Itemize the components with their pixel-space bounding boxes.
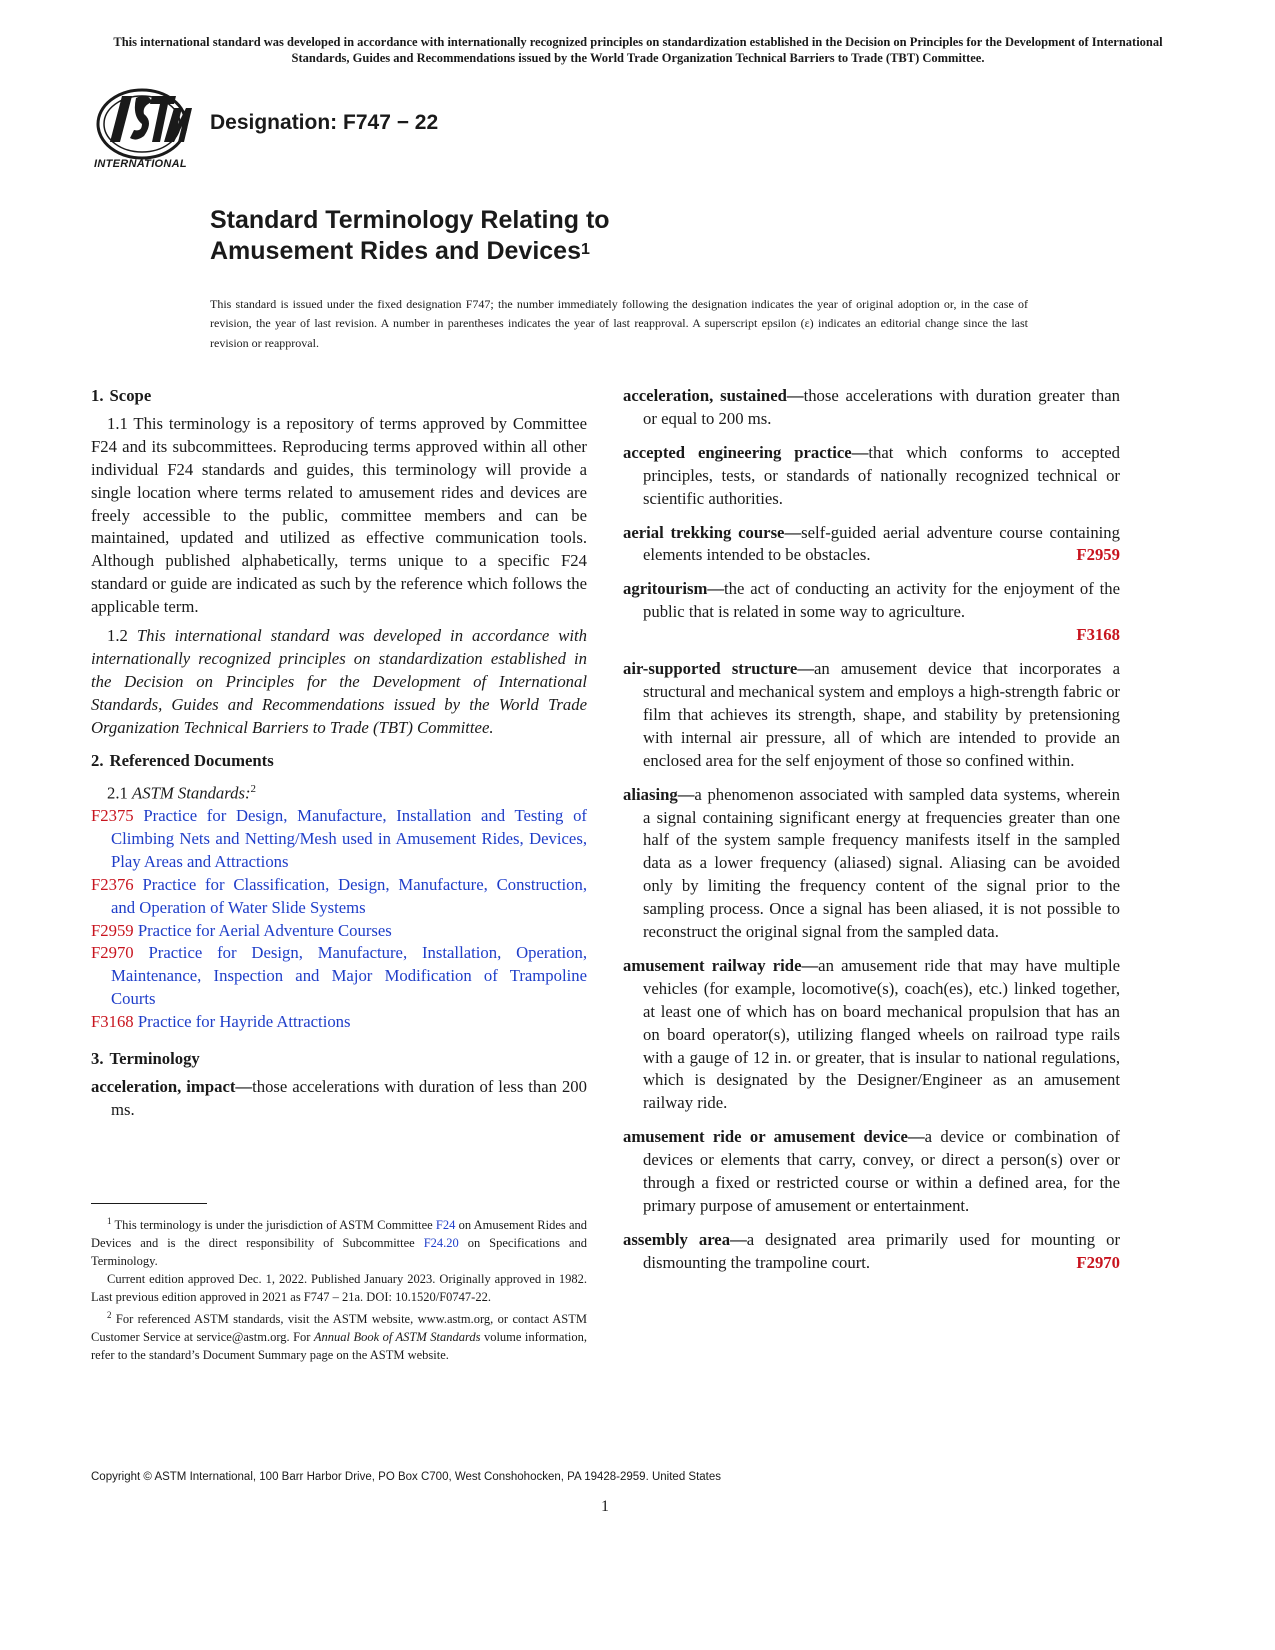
term-name: acceleration, sustained <box>623 386 787 405</box>
term-entry <box>623 1229 1120 1275</box>
referenced-item[interactable] <box>91 1011 587 1034</box>
page-number: 1 <box>601 1498 609 1515</box>
term-reference[interactable]: F3168 <box>1076 625 1120 645</box>
referenced-id[interactable]: F2959 <box>91 920 134 940</box>
term-reference[interactable]: F2970 <box>1076 1252 1120 1272</box>
term-entry <box>623 522 1120 568</box>
term-name: aliasing <box>623 784 678 804</box>
referenced-item[interactable] <box>91 874 587 920</box>
right-column <box>623 385 1120 1286</box>
referenced-title[interactable]: Practice for Design, Manufacture, Installation, Operation, Maintenance, Inspection and Major Modification of Trampoline Courts <box>111 943 587 1009</box>
term-definition: a designated area primarily used for mounting or dismounting the trampoline court. <box>643 1229 1120 1272</box>
footnote-2: $^2$ For referenced ASTM standards, visit the ASTM website, www.astm.org, or contact ASTM Customer Service at service@astm.org. For Annual Book of ASTM Standards volume information, refer to the standard’s Document Summary page on the ASTM website. <box>91 1309 588 1362</box>
section-heading-scope: 1. Scope <box>91 386 152 405</box>
referenced-item[interactable] <box>91 920 587 943</box>
referenced-id[interactable]: F2375 <box>91 805 134 825</box>
term-dash: — <box>797 659 814 679</box>
term-dash: — <box>784 522 802 542</box>
footnote-divider <box>91 1203 207 1204</box>
document-title <box>210 205 610 267</box>
term-dash: — <box>677 784 695 804</box>
referenced-item[interactable] <box>91 805 587 874</box>
logo-wordmark: INTERNATIONAL <box>94 158 187 170</box>
term-dash: — <box>801 955 819 975</box>
terms-left <box>91 1076 587 1122</box>
title-footnote-mark: 1 <box>580 241 590 258</box>
footnotes <box>91 1213 587 1365</box>
term-dash: — <box>730 1229 747 1249</box>
astm-standards-lead: 2.1 ASTM Standards:$^2$ <box>107 782 257 803</box>
terms-right <box>623 385 1120 1275</box>
scope-paragraph-2: 1.2 This international standard was developed in accordance with internationally recognized principles on standardization established in the Decision on Principles for the Development of International Standards, Guides and Recommendations issued by the World Trade Organization Technical Barriers to Trade (TBT) Committee. <box>91 626 587 737</box>
term-entry <box>623 442 1120 511</box>
referenced-title[interactable]: Practice for Design, Manufacture, Installation and Testing of Climbing Nets and Netting/Mesh used in Amusement Rides, Devices, Play Areas and Attractions <box>111 805 587 871</box>
referenced-item[interactable] <box>91 942 587 1011</box>
term-definition: a phenomenon associated with sampled data systems, wherein a signal containing significant energy at frequencies greater than one half of the system sample frequency manifests itself in the sampled data as a lower frequency (aliased) signal. Aliasing can be avoided only by limiting the frequency content of the signal prior to the sampling process. Once a signal has been aliased, it is not possible to reconstruct the original signal from the sampled data. <box>643 784 1120 942</box>
footnote-edition: Current edition approved Dec. 1, 2022. Published January 2023. Originally approved in 1982. Last previous edition approved in 2021 as F747 – 21a. DOI: 10.1520/F0747-22. <box>91 1271 587 1304</box>
term-entry <box>623 578 1120 647</box>
term-reference[interactable]: F2959 <box>1076 545 1120 565</box>
term-name: agritourism <box>623 579 708 599</box>
top-notice: This international standard was developed in accordance with internationally recognized principles on standardization established in the Decision on Principles for the Development of International Standards, Guides and Recommendations issued by the World Trade Organization Technical Barriers to Trade (TBT) Committee. <box>113 35 1163 65</box>
scope-paragraph-1: 1.1 This terminology is a repository of terms approved by Committee F24 and its subcommittees. Reproducing terms approved within all other individual F24 standards and guides, this terminology will provide a single location where terms related to amusement rides and devices are freely accessible to the public, committee members and can be maintained, updated and utilized as effective communication tools. Although published alphabetically, terms unique to a specific F24 standard or guide are indicated as such by the reference which follows the applicable term. <box>91 413 587 617</box>
term-definition: the act of conducting an activity for the enjoyment of the public that is related in some way to agriculture. <box>643 579 1120 622</box>
term-definition: an amusement ride that may have multiple vehicles (for example, locomotive(s), coach(es), etc.) linked together, at least one of which has on board mechanical propulsion that has an on board operator(s), utilizing flanged wheels on railroad type rails with a gauge of 12 in. or greater, that is insular to national regulations, which is designated by the Designer/Engineer as an amusement railway ride. <box>643 955 1120 1113</box>
term-entry <box>623 1126 1120 1218</box>
term-dash: — <box>851 442 869 462</box>
term-dash: — <box>707 579 725 599</box>
referenced-id[interactable]: F2970 <box>91 943 134 963</box>
term-name: assembly area <box>623 1229 731 1249</box>
referenced-id[interactable]: F3168 <box>91 1012 134 1032</box>
footnote-1: $^1$ This terminology is under the jurisdiction of ASTM Committee F24 on Amusement Rides and Devices and is the direct responsibility of Subcommittee F24.20 on Specifications and Terminology. <box>91 1216 588 1268</box>
term-entry <box>623 955 1120 1115</box>
referenced-title[interactable]: Practice for Aerial Adventure Courses <box>137 920 392 940</box>
term-entry <box>623 784 1120 944</box>
term-name: accepted engineering practice <box>623 442 852 462</box>
term-entry <box>91 1076 587 1122</box>
copyright: Copyright © ASTM International, 100 Barr Harbor Drive, PO Box C700, West Conshohocken, PA 19428-2959. United States <box>91 1471 722 1483</box>
term-definition: those accelerations with duration greater than or equal to 200 ms. <box>643 386 1121 428</box>
term-definition: that which conforms to accepted principles, tests, or standards of nationally recognized technical or scientific authorities. <box>643 442 1120 508</box>
title-line-1: Standard Terminology Relating to <box>210 206 610 234</box>
term-name: acceleration, impact <box>91 1076 236 1096</box>
section-heading-terminology: 3. Terminology <box>91 1049 200 1069</box>
link-f24[interactable]: F24 <box>435 1218 456 1233</box>
term-definition: self-guided aerial adventure course containing elements intended to be obstacles. <box>643 522 1120 565</box>
left-column <box>91 385 587 1133</box>
title-line-2: Amusement Rides and Devices$^1$ <box>210 237 590 265</box>
term-dash: — <box>786 386 804 405</box>
term-definition: those accelerations with duration of less than 200 ms. <box>111 1076 587 1119</box>
term-definition: a device or combination of devices or elements that carry, convey, or direct a person(s) over or through a fixed or restricted course or within a defined area, for the primary purpose of amusement or entertainment. <box>643 1127 1120 1215</box>
designation: Designation: F747 − 22 <box>210 111 439 134</box>
term-definition: an amusement device that incorporates a structural and mechanical system and employs a high-strength fabric or film that achieves its strength, shape, and stability by pretensioning with internal air pressure, all of which are intended to provide an enclosed area for the self enjoyment of those so confined within. <box>643 659 1120 770</box>
term-name: amusement ride or amusement device <box>623 1127 908 1147</box>
term-name: amusement railway ride <box>623 955 802 975</box>
term-entry <box>623 658 1120 773</box>
referenced-id[interactable]: F2376 <box>91 874 134 894</box>
term-name: aerial trekking course <box>623 522 785 542</box>
referenced-title[interactable]: Practice for Classification, Design, Manufacture, Construction, and Operation of Water Slide Systems <box>111 874 587 917</box>
issuance-note: This standard is issued under the fixed designation F747; the number immediately following the designation indicates the year of original adoption or, in the case of revision, the year of last revision. A number in parentheses indicates the year of last reapproval. A superscript epsilon (ε) indicates an editorial change since the last revision or reapproval. <box>210 297 1028 350</box>
term-dash: — <box>907 1127 925 1147</box>
term-entry <box>623 385 1120 431</box>
referenced-title[interactable]: Practice for Hayride Attractions <box>137 1012 351 1032</box>
term-name: air-supported structure <box>623 659 798 679</box>
term-dash: — <box>235 1076 253 1096</box>
section-heading-referenced-documents: 2. Referenced Documents <box>91 750 274 770</box>
referenced-list <box>91 805 587 1034</box>
link-f24-20[interactable]: F24.20 <box>423 1236 459 1251</box>
